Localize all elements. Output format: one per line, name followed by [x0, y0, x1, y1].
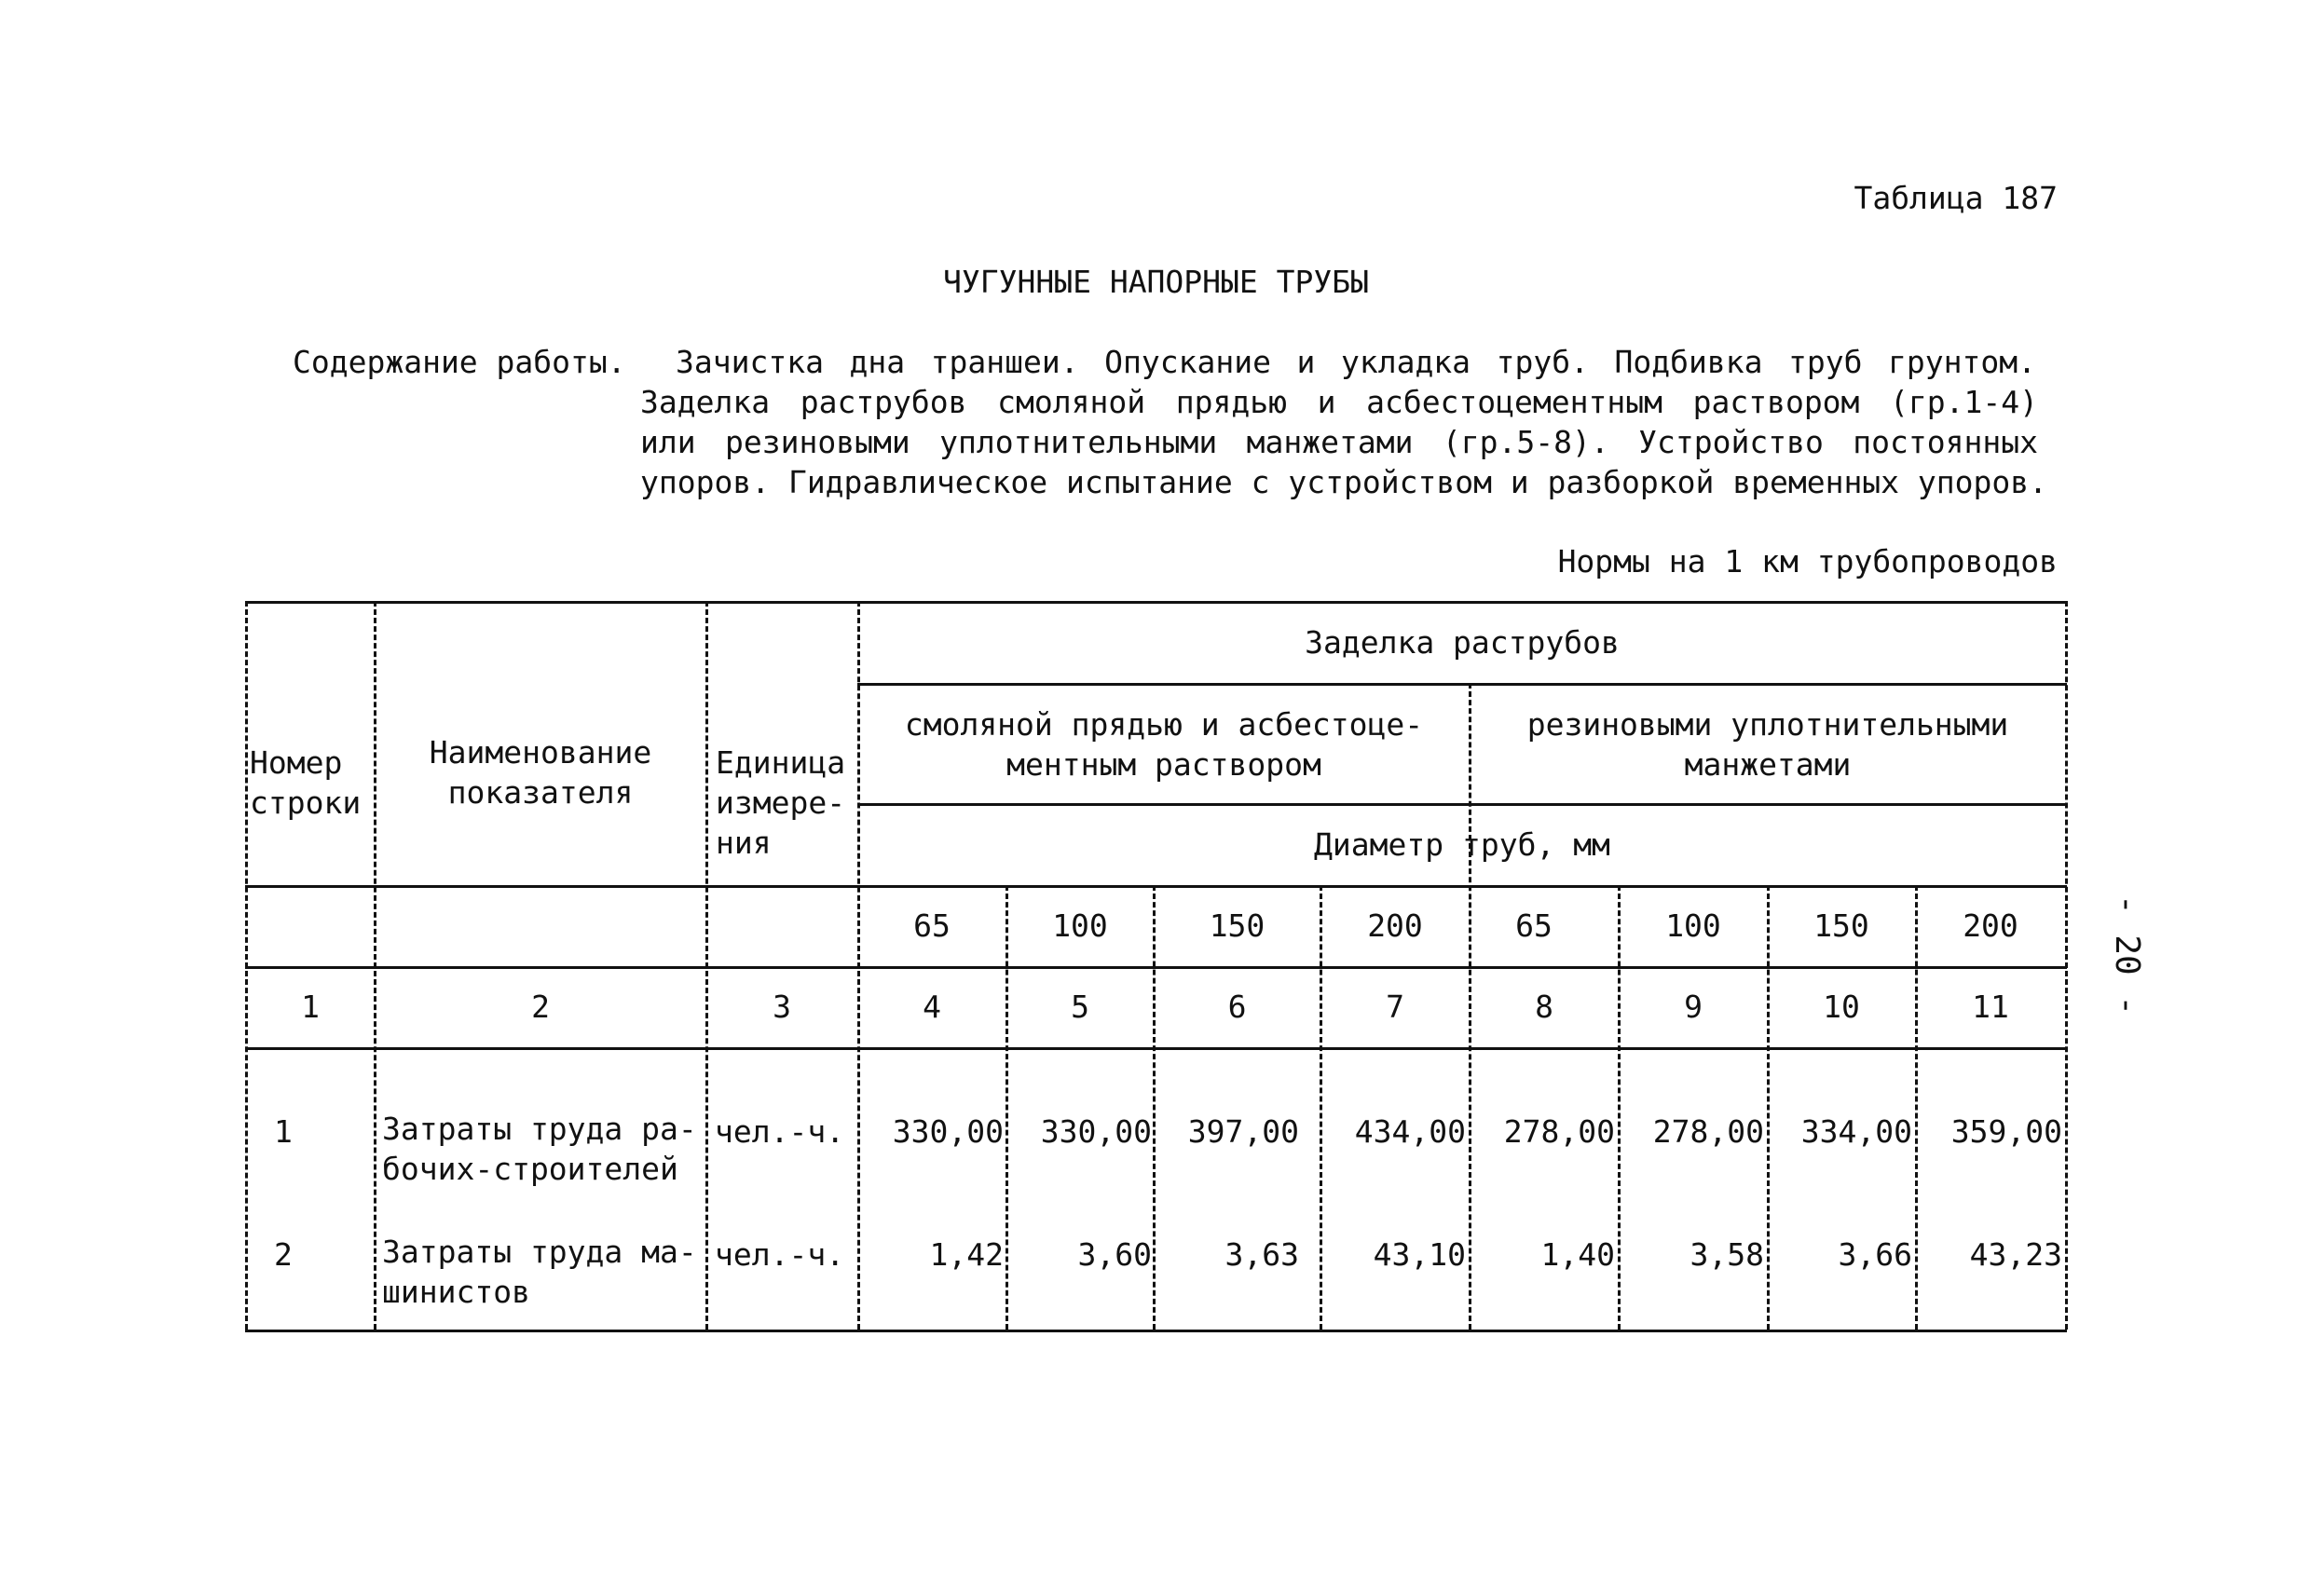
col-num-6: 6 — [1227, 988, 1247, 1025]
diameter-150-b: 150 — [1813, 907, 1869, 944]
table-bottom-rule — [245, 1330, 2067, 1332]
table-top-rule — [245, 601, 2067, 604]
rule-under-joint — [857, 683, 2067, 686]
diameter-100-b: 100 — [1665, 907, 1721, 944]
vline-1 — [374, 601, 376, 1330]
vline-left — [245, 601, 248, 1330]
content-line-1: Зачистка дна траншеи. Опускание и укладка труб. Подбивка труб грунтом. — [676, 344, 2036, 380]
diameter-100-a: 100 — [1052, 907, 1108, 944]
page-title: ЧУГУННЫЕ НАПОРНЫЕ ТРУБЫ — [943, 264, 1369, 300]
diameter-150-a: 150 — [1209, 907, 1265, 944]
vline-right — [2065, 601, 2068, 1330]
col-num-9: 9 — [1684, 988, 1703, 1025]
col-num-4: 4 — [923, 988, 941, 1025]
header-row-no: Номер строки — [250, 744, 362, 821]
rule-under-groups — [857, 803, 2067, 806]
content-label: Содержание работы. — [293, 344, 626, 380]
rule-under-header — [245, 885, 2067, 888]
vline-2 — [705, 601, 708, 1330]
header-diameter: Диаметр труб, мм — [1314, 825, 1610, 863]
value-cell: 434,00 — [1354, 1113, 1466, 1150]
value-cell: 43,23 — [1969, 1236, 2062, 1273]
value-cell: 43,10 — [1373, 1236, 1466, 1273]
value-cell: 3,66 — [1838, 1236, 1912, 1273]
value-cell: 359,00 — [1950, 1113, 2062, 1150]
col-num-5: 5 — [1071, 988, 1089, 1025]
col-num-8: 8 — [1535, 988, 1553, 1025]
content-line-2: Заделка раструбов смоляной прядью и асбестоцементным раствором (гр.1-4) — [640, 384, 2038, 420]
value-cell: 278,00 — [1503, 1113, 1615, 1150]
value-cell: 1,40 — [1540, 1236, 1615, 1273]
row-name: Затраты труда ма- шинистов — [382, 1234, 697, 1310]
col-num-7: 7 — [1386, 988, 1404, 1025]
value-cell: 334,00 — [1800, 1113, 1912, 1150]
col-num-11: 11 — [1972, 988, 2009, 1025]
header-name: Наименование показателя — [429, 734, 652, 811]
row-number: 2 — [274, 1236, 293, 1273]
value-cell: 278,00 — [1652, 1113, 1764, 1150]
diameter-200-b: 200 — [1963, 907, 2018, 944]
header-group-a: смоляной прядью и асбестоце- ментным раствором — [904, 706, 1424, 783]
col-num-1: 1 — [301, 988, 320, 1025]
header-group-b: резиновыми уплотнительными манжетами — [1526, 706, 2009, 783]
norms-note: Нормы на 1 км трубопроводов — [1557, 543, 2058, 580]
col-num-10: 10 — [1823, 988, 1860, 1025]
value-cell: 3,58 — [1690, 1236, 1764, 1273]
diameter-200-a: 200 — [1367, 907, 1423, 944]
col-num-2: 2 — [531, 988, 550, 1025]
content-line-3: или резиновыми уплотнительными манжетами (гр.5-8). Устройство постоянных — [640, 424, 2038, 460]
content-line-4: упоров. Гидравлическое испытание с устройством и разборкой временных упоров. — [640, 464, 2047, 500]
rule-under-column-numbers — [245, 1047, 2067, 1050]
table-label: Таблица 187 — [1854, 180, 2058, 216]
value-cell: 330,00 — [892, 1113, 1004, 1150]
value-cell: 397,00 — [1187, 1113, 1299, 1150]
header-unit: Единица измере- ния — [716, 744, 846, 861]
value-cell: 330,00 — [1040, 1113, 1152, 1150]
row-number: 1 — [274, 1113, 293, 1150]
value-cell: 1,42 — [929, 1236, 1004, 1273]
page-number: - 20 - — [2108, 894, 2146, 1016]
row-unit: чел.-ч. — [715, 1236, 845, 1273]
row-unit: чел.-ч. — [715, 1113, 845, 1150]
header-joint: Заделка раструбов — [1305, 623, 1620, 661]
value-cell: 3,63 — [1224, 1236, 1299, 1273]
rule-under-diameters — [245, 966, 2067, 969]
col-num-3: 3 — [773, 988, 791, 1025]
value-cell: 3,60 — [1077, 1236, 1152, 1273]
row-name: Затраты труда ра- бочих-строителей — [382, 1111, 697, 1187]
diameter-65-b: 65 — [1515, 907, 1553, 944]
diameter-65-a: 65 — [913, 907, 951, 944]
